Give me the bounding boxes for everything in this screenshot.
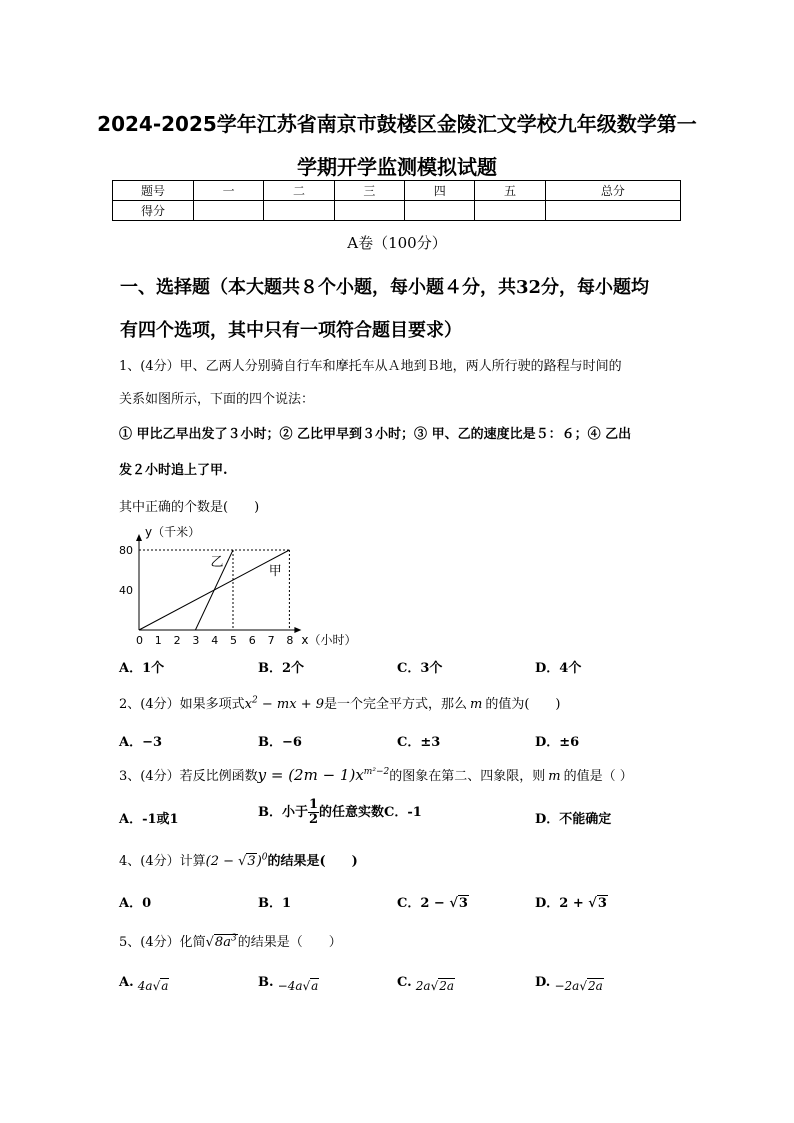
option-a[interactable]: A．1个 bbox=[119, 661, 165, 676]
table-cell: 二 bbox=[264, 181, 334, 201]
table-cell: 四 bbox=[405, 181, 475, 201]
x-tick-label: 7 bbox=[267, 634, 275, 647]
score-input-cell[interactable] bbox=[475, 201, 545, 221]
q3-tail: 的值是（ ） bbox=[563, 769, 633, 784]
x-tick-label: 1 bbox=[154, 634, 162, 647]
q5-prefix: 5、(4分）化简 bbox=[119, 935, 206, 950]
option-d[interactable]: D．2 + √3 bbox=[535, 896, 607, 911]
question-1-statements: 发２小时追上了甲. bbox=[119, 463, 228, 478]
q4-expr: $(2 - √3)^0$ bbox=[205, 852, 268, 869]
y-tick-label: 40 bbox=[119, 584, 133, 597]
table-cell: 总分 bbox=[545, 181, 680, 201]
q2-expr: $x^2$ − mx + 9 bbox=[244, 695, 324, 712]
distance-time-chart bbox=[115, 520, 375, 655]
table-cell: 三 bbox=[334, 181, 404, 201]
fraction: $\frac{1}{2}$ bbox=[309, 797, 319, 827]
option-a[interactable]: A. 4a√a bbox=[119, 975, 169, 993]
option-b[interactable]: B．−6 bbox=[258, 735, 302, 750]
q2-suffix: 是一个完全平方式，那么 bbox=[324, 697, 468, 712]
score-input-cell[interactable] bbox=[264, 201, 334, 221]
option-b[interactable]: B．2个 bbox=[258, 661, 305, 676]
option-d[interactable]: D．4个 bbox=[535, 661, 582, 676]
option-a[interactable]: A．−3 bbox=[119, 735, 163, 750]
x-tick-label: 3 bbox=[192, 634, 200, 647]
question-1-text: 关系如图所示，下面的四个说法： bbox=[119, 392, 315, 407]
option-a[interactable]: A．0 bbox=[119, 896, 152, 911]
x-axis-label: x（小时） bbox=[301, 633, 357, 647]
section-heading-line2: 有四个选项，其中只有一项符合题目要求） bbox=[120, 320, 462, 341]
q3-prefix: 3、(4分）若反比例函数 bbox=[119, 769, 258, 784]
question-1-prompt: 其中正确的个数是( ) bbox=[119, 500, 260, 515]
series-label: 乙 bbox=[210, 555, 224, 570]
option-c[interactable]: C．3个 bbox=[397, 661, 443, 676]
option-c[interactable]: C．2 − √3 bbox=[397, 896, 468, 911]
table-cell: 得分 bbox=[113, 201, 194, 221]
score-input-cell[interactable] bbox=[405, 201, 475, 221]
y-tick-label: 80 bbox=[119, 544, 133, 557]
score-table bbox=[112, 180, 681, 221]
x-tick-label: 6 bbox=[248, 634, 256, 647]
x-axis-arrow bbox=[294, 627, 301, 633]
q3-suffix: 的图象在第二、四象限，则 bbox=[389, 769, 546, 784]
page-title-line2: 学期开学监测模拟试题 bbox=[297, 155, 497, 179]
option-b[interactable]: B．1 bbox=[258, 896, 292, 911]
question-3-text bbox=[119, 765, 633, 784]
series-label: 甲 bbox=[268, 564, 282, 579]
score-input-cell[interactable] bbox=[194, 201, 264, 221]
table-row bbox=[113, 181, 681, 201]
table-row bbox=[113, 201, 681, 221]
table-cell: 五 bbox=[475, 181, 545, 201]
x-tick-label: 2 bbox=[173, 634, 181, 647]
option-d[interactable]: D．不能确定 bbox=[535, 812, 612, 827]
question-4-text bbox=[119, 850, 358, 869]
y-axis-label: y（千米） bbox=[145, 525, 201, 539]
section-heading: 一、选择题（本大题共８个小题，每小题４分，共32分，每小题均 bbox=[120, 277, 650, 298]
q4-prefix: 4、(4分）计算 bbox=[119, 854, 206, 869]
q3-func: $y = (2m - 1)x^{m^2-2}$ bbox=[257, 766, 390, 784]
page-title: 2024-2025学年江苏省南京市鼓楼区金陵汇文学校九年级数学第一 bbox=[97, 112, 697, 136]
q4-suffix: 的结果是( ) bbox=[267, 854, 358, 869]
option-b[interactable]: B．小于 $\frac{1}{2}$ 的任意实数C．-1 bbox=[258, 797, 422, 827]
option-c[interactable]: C. 2a√2a bbox=[397, 975, 455, 993]
option-d[interactable]: D．±6 bbox=[535, 735, 580, 750]
y-axis-arrow bbox=[136, 534, 142, 541]
option-c[interactable]: C．±3 bbox=[397, 735, 441, 750]
option-b[interactable]: B. −4a√a bbox=[258, 975, 319, 993]
option-a[interactable]: A．-1或1 bbox=[119, 812, 179, 827]
table-cell: 一 bbox=[194, 181, 264, 201]
q2-tail: 的值为( ) bbox=[485, 697, 561, 712]
table-cell: 题号 bbox=[113, 181, 194, 201]
question-1-statements: ① 甲比乙早出发了３小时；② 乙比甲早到３小时；③ 甲、乙的速度比是５：６；④ 乙出 bbox=[119, 427, 632, 442]
x-tick-label: 5 bbox=[230, 634, 237, 647]
x-tick-label: 0 bbox=[136, 634, 143, 647]
q5-suffix: 的结果是（ ） bbox=[237, 935, 342, 950]
score-input-cell[interactable] bbox=[334, 201, 404, 221]
section-a-heading: A卷（100分） bbox=[347, 234, 447, 252]
question-5-text bbox=[119, 931, 342, 950]
q3-var: m bbox=[548, 769, 561, 784]
option-d[interactable]: D. −2a√2a bbox=[535, 975, 603, 993]
x-tick-label: 4 bbox=[211, 634, 219, 647]
q2-var: m bbox=[470, 697, 483, 712]
x-tick-label: 8 bbox=[286, 634, 294, 647]
question-2-text bbox=[119, 693, 561, 712]
question-1-text: 1、(4分）甲、乙两人分别骑自行车和摩托车从Ａ地到Ｂ地，两人所行驶的路程与时间的 bbox=[119, 359, 622, 374]
score-input-cell[interactable] bbox=[545, 201, 680, 221]
q5-radical: $√8a^3$ bbox=[205, 933, 237, 950]
q2-prefix: 2、(4分）如果多项式 bbox=[119, 697, 245, 712]
